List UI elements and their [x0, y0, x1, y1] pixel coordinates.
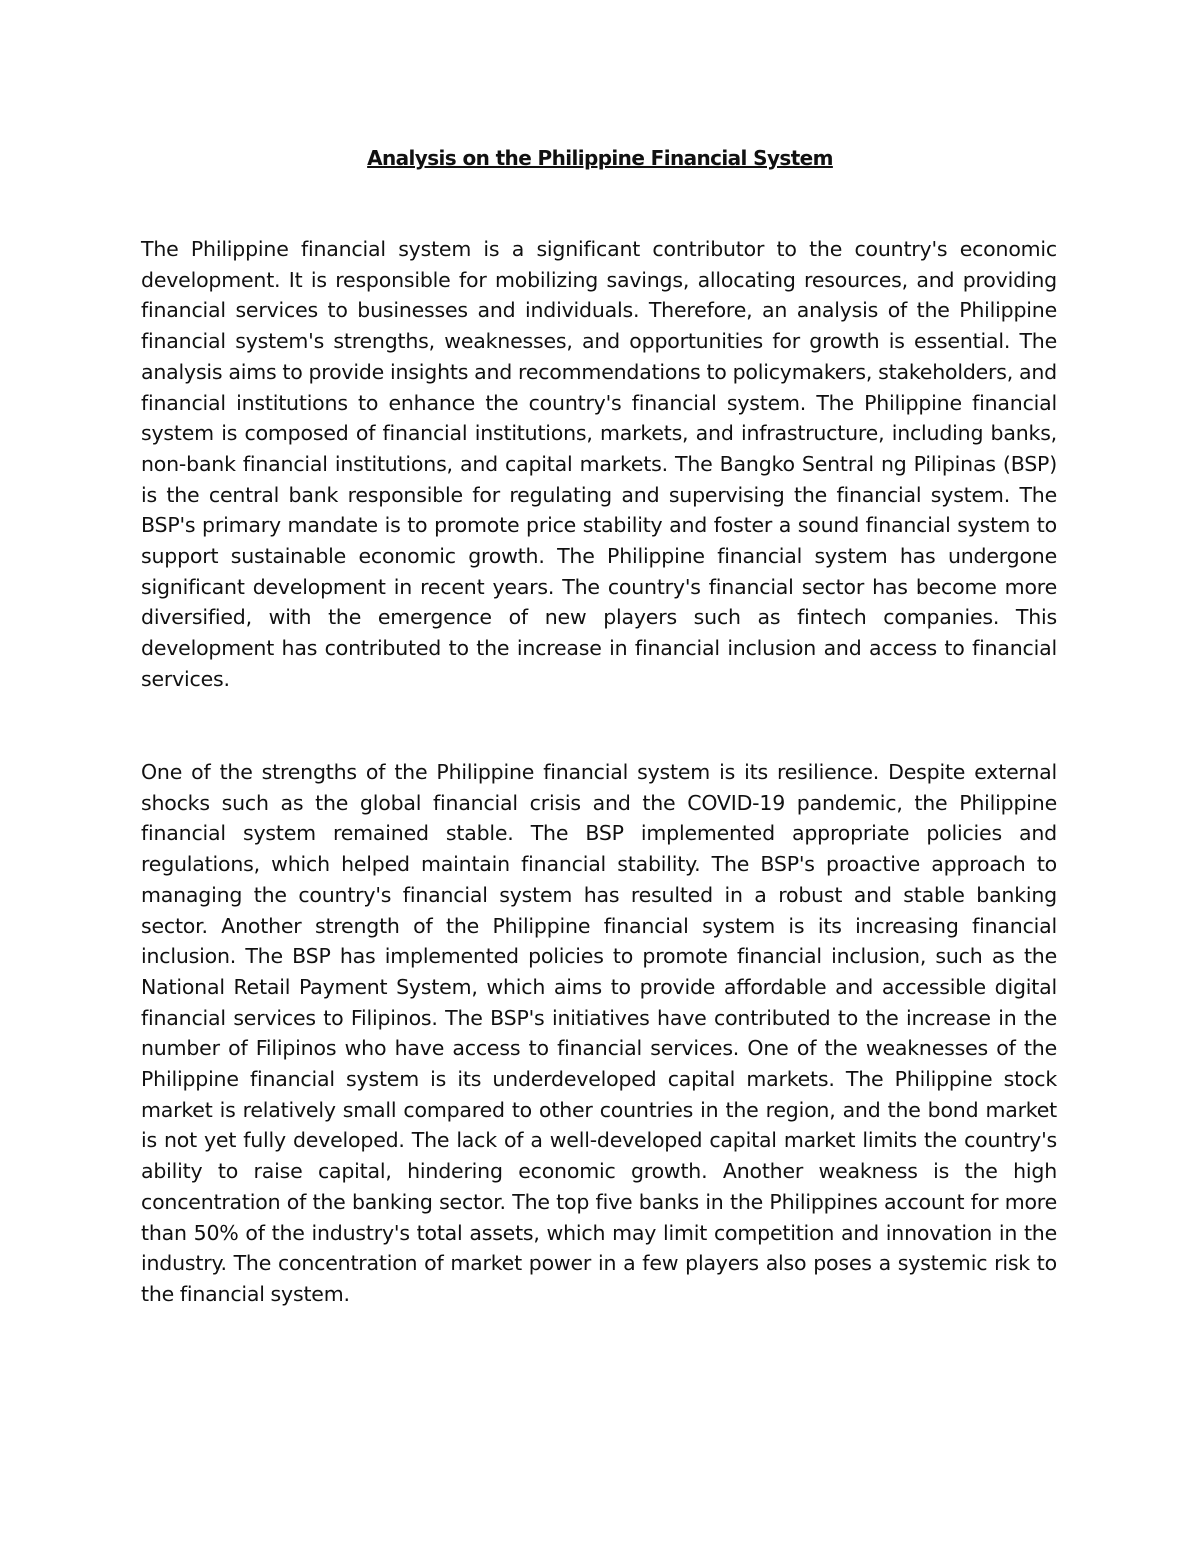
paragraph-strengths-weaknesses: One of the strengths of the Philippine financial system is its resilience. Despite external shocks such as the global financial crisis and the COVID-19 pandemic, the Philippine financial system remained stable. The BSP implemented appropriate policies and regulations, which helped maintain financial stability. The BSP's proactive approach to managing the country's financial system has resulted in a robust and stable banking sector. Another strength of the Philippine financial system is its increasing financial inclusion. The BSP has implemented policies to promote financial inclusion, such as the National Retail Payment System, which aims to provide affordable and accessible digital financial services to Filipinos. The BSP's initiatives have contributed to the increase in the number of Filipinos who have access to financial services. One of the weaknesses of the Philippine financial system is its underdeveloped capital markets. The Philippine stock market is relatively small compared to other countries in the region, and the bond market is not yet fully developed. The lack of a well-developed capital market limits the country's ability to raise capital, hindering economic growth. Another weakness is the high concentration of the banking sector. The top five banks in the Philippines account for more than 50% of the industry's total assets, which may limit competition and innovation in the industry. The concentration of market power in a few players also poses a systemic risk to the financial system.: [141, 760, 1057, 1306]
document-title: Analysis on the Philippine Financial System: [367, 146, 833, 170]
paragraph-introduction: The Philippine financial system is a significant contributor to the country's economic development. It is responsible for mobilizing savings, allocating resources, and providing financial services to businesses and individuals. Therefore, an analysis of the Philippine financial system's strengths, weaknesses, and opportunities for growth is essential. The analysis aims to provide insights and recommendations to policymakers, stakeholders, and financial institutions to enhance the country's financial system. The Philippine financial system is composed of financial institutions, markets, and infrastructure, including banks, non-bank financial institutions, and capital markets. The Bangko Sentral ng Pilipinas (BSP) is the central bank responsible for regulating and supervising the financial system. The BSP's primary mandate is to promote price stability and foster a sound financial system to support sustainable economic growth. The Philippine financial system has undergone significant development in recent years. The country's financial sector has become more diversified, with the emergence of new players such as fintech companies. This development has contributed to the increase in financial inclusion and access to financial services.: [141, 237, 1057, 691]
